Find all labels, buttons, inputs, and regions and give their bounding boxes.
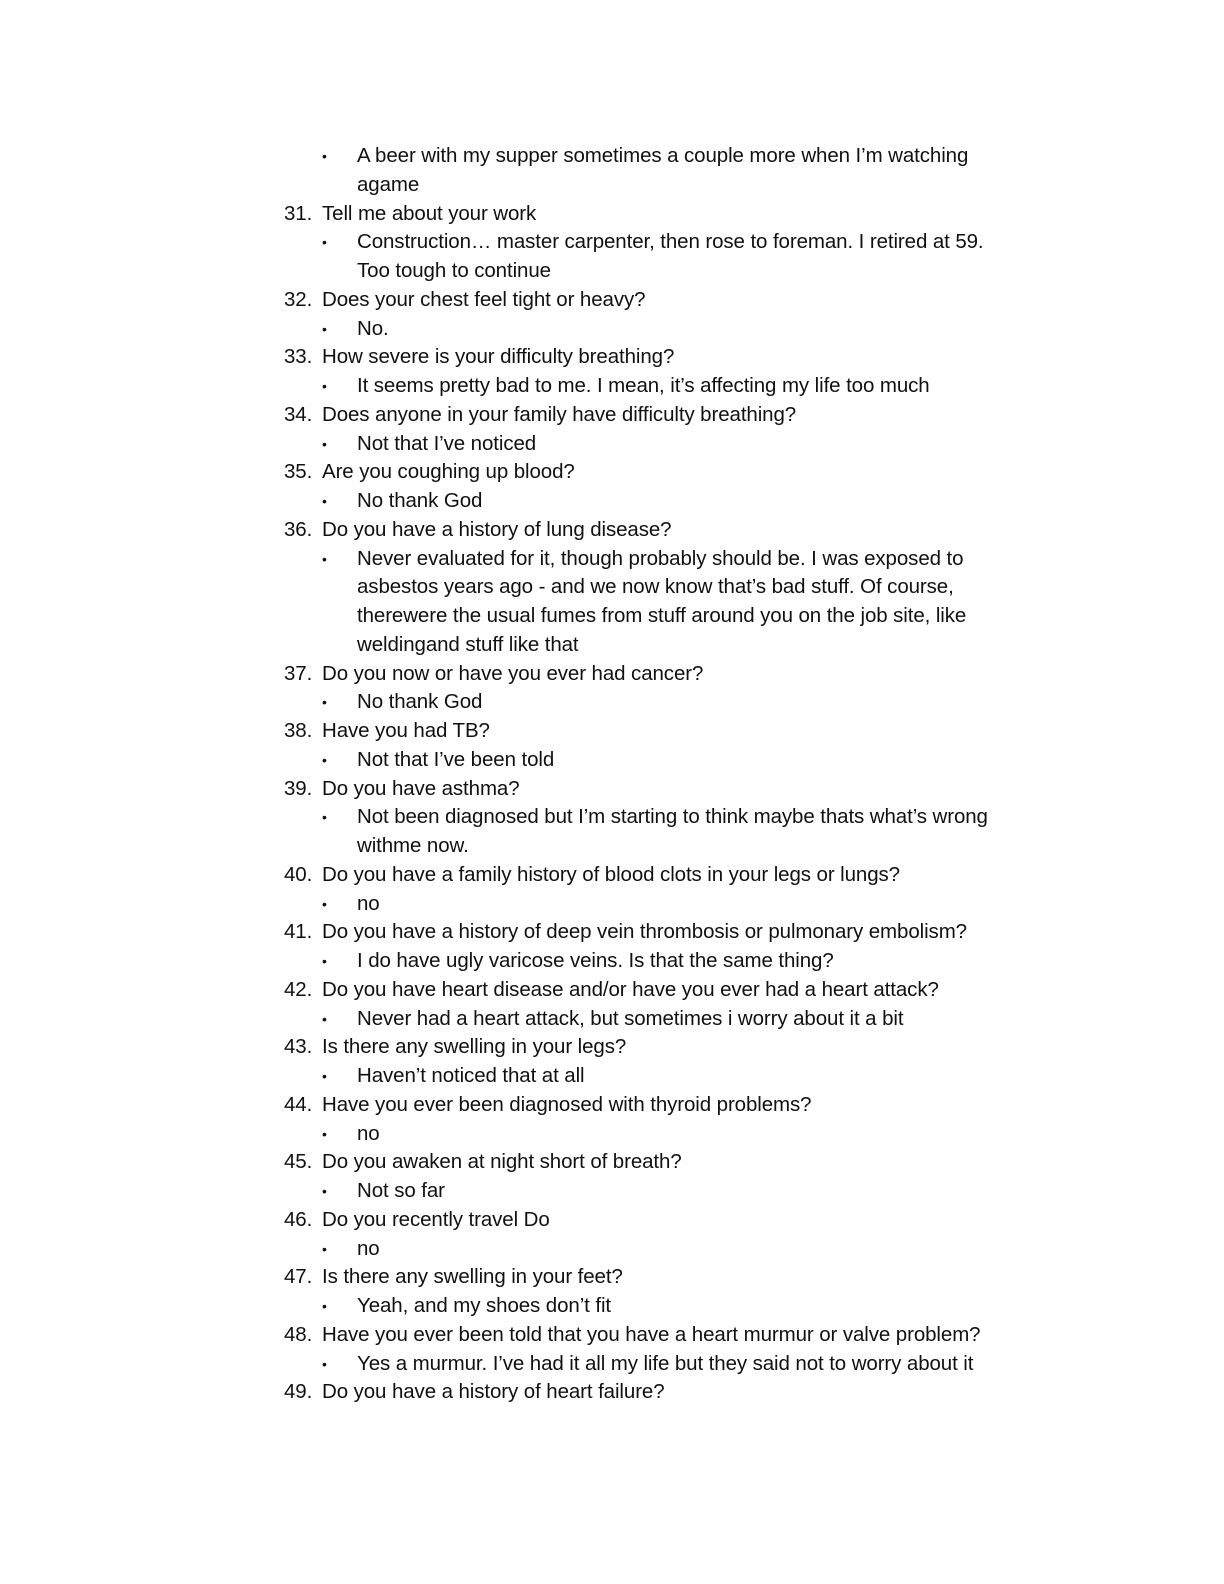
answer-line: agame — [357, 172, 420, 196]
bullet-icon: • — [322, 809, 327, 826]
bullet-icon: • — [322, 953, 327, 969]
bullet-icon: • — [322, 435, 327, 452]
answer-item — [284, 487, 1044, 516]
answer-line: Yes a murmur. I’ve had it all my life but they said not to worry about it — [357, 1351, 974, 1375]
answer-line: Not that I’ve noticed — [357, 431, 537, 455]
question-number: 31. — [284, 201, 313, 225]
answer-line: A beer with my supper sometimes a couple more when I’m watching — [357, 144, 969, 167]
answer-item — [284, 1235, 1044, 1264]
question-text: Do you have asthma? — [322, 776, 520, 800]
question-number: 48. — [284, 1322, 313, 1346]
question-item — [284, 1321, 1044, 1350]
question-number: 49. — [284, 1380, 313, 1404]
question-number: 37. — [284, 661, 313, 685]
answer-line: Never had a heart attack, but sometimes i worry about it a bit — [357, 1006, 904, 1030]
answer-item — [284, 228, 1044, 286]
question-number: 42. — [284, 977, 313, 1001]
question-number: 32. — [284, 287, 313, 311]
question-text: Have you had TB? — [322, 719, 490, 742]
bullet-icon: • — [322, 1183, 327, 1199]
answer-item — [284, 1120, 1044, 1149]
answer-line: No thank God — [357, 489, 483, 512]
answer-line: no — [357, 1121, 380, 1145]
question-number: 39. — [284, 776, 313, 800]
question-item — [284, 1378, 1044, 1407]
question-item — [284, 200, 1044, 229]
question-number: 45. — [284, 1150, 313, 1174]
question-item — [284, 343, 1044, 372]
answer-line: Yeah, and my shoes don’t fit — [357, 1294, 612, 1317]
answer-item — [284, 1350, 1044, 1379]
question-number: 38. — [284, 719, 313, 742]
answer-line: no — [357, 891, 380, 915]
bullet-icon: • — [322, 1068, 327, 1084]
question-text: Does your chest feel tight or heavy? — [322, 287, 646, 311]
answer-item — [284, 1292, 1044, 1321]
answer-line: Not so far — [357, 1179, 445, 1202]
question-item — [284, 775, 1044, 804]
answer-item — [284, 746, 1044, 775]
answer-item — [284, 688, 1044, 717]
question-item — [284, 1263, 1044, 1292]
question-item — [284, 1148, 1044, 1177]
question-text: Tell me about your work — [322, 201, 537, 225]
question-text: Do you have heart disease and/or have you ever had a heart attack? — [322, 977, 939, 1001]
answer-line: No thank God — [357, 690, 483, 714]
answer-item — [284, 545, 1044, 660]
answer-item — [284, 947, 1044, 976]
answer-item — [284, 315, 1044, 344]
answer-item — [284, 1177, 1044, 1206]
bullet-icon: • — [322, 895, 327, 912]
question-text: Is there any swelling in your feet? — [322, 1265, 623, 1289]
question-item — [284, 1091, 1044, 1120]
question-text: Do you have a history of deep vein thrombosis or pulmonary embolism? — [322, 920, 967, 944]
bullet-icon: • — [322, 148, 327, 164]
answer-item — [284, 430, 1044, 459]
question-number: 46. — [284, 1207, 313, 1231]
question-text: How severe is your difficulty breathing? — [322, 345, 675, 369]
question-item — [284, 458, 1044, 487]
bullet-icon: • — [322, 751, 327, 768]
question-text: Do you have a history of heart failure? — [322, 1380, 665, 1404]
question-number: 33. — [284, 345, 313, 369]
bullet-icon: • — [322, 550, 327, 567]
bullet-icon: • — [322, 1298, 327, 1314]
answer-line: Never evaluated for it, though probably should be. I was exposed to — [357, 546, 964, 570]
answer-item — [284, 1005, 1044, 1034]
answer-line: No. — [357, 316, 389, 340]
question-text: Do you have a history of lung disease? — [322, 517, 672, 541]
answer-line: weldingand stuff like that — [357, 632, 579, 656]
answer-line: therewere the usual fumes from stuff around you on the job site, like — [357, 604, 967, 627]
question-answer-list — [284, 142, 1044, 1407]
question-item — [284, 976, 1044, 1005]
question-text: Are you coughing up blood? — [322, 460, 575, 484]
answer-item — [284, 890, 1044, 919]
question-number: 34. — [284, 402, 313, 426]
question-item — [284, 1033, 1044, 1062]
question-number: 47. — [284, 1265, 313, 1289]
intro-answer — [284, 142, 1044, 200]
answer-line: Too tough to continue — [357, 259, 551, 282]
question-text: Do you awaken at night short of breath? — [322, 1150, 682, 1174]
answer-line: asbestos years ago - and we now know that’s bad stuff. Of course, — [357, 575, 954, 599]
answer-item — [284, 803, 1044, 861]
answer-line: no — [357, 1236, 380, 1260]
question-text: Is there any swelling in your legs? — [322, 1035, 627, 1059]
bullet-icon: • — [322, 1010, 327, 1027]
bullet-icon: • — [322, 320, 327, 337]
question-number: 35. — [284, 460, 313, 484]
answer-line: It seems pretty bad to me. I mean, it’s affecting my life too much — [357, 374, 930, 397]
bullet-icon: • — [322, 694, 327, 711]
question-item — [284, 717, 1044, 746]
question-number: 43. — [284, 1035, 313, 1059]
question-number: 44. — [284, 1092, 313, 1116]
answer-item — [284, 372, 1044, 401]
question-number: 40. — [284, 862, 313, 886]
bullet-icon: • — [322, 1355, 327, 1372]
question-item — [284, 286, 1044, 315]
answer-item — [284, 1062, 1044, 1091]
question-item — [284, 861, 1044, 890]
bullet-icon: • — [322, 234, 327, 251]
question-text: Have you ever been told that you have a heart murmur or valve problem? — [322, 1322, 981, 1346]
question-item — [284, 1206, 1044, 1235]
question-text: Do you recently travel Do — [322, 1207, 550, 1231]
question-text: Have you ever been diagnosed with thyroid problems? — [322, 1092, 812, 1116]
question-text: Does anyone in your family have difficulty breathing? — [322, 402, 797, 426]
question-number: 36. — [284, 517, 313, 541]
answer-line: Haven’t noticed that at all — [357, 1064, 585, 1087]
answer-line: Construction… master carpenter, then rose to foreman. I retired at 59. — [357, 230, 984, 254]
question-item — [284, 516, 1044, 545]
question-number: 41. — [284, 920, 313, 944]
question-text: Do you have a family history of blood clots in your legs or lungs? — [322, 862, 900, 886]
question-item — [284, 401, 1044, 430]
answer-line: Not been diagnosed but I’m starting to think maybe thats what’s wrong — [357, 805, 988, 829]
bullet-icon: • — [322, 493, 327, 509]
answer-line: Not that I’ve been told — [357, 747, 555, 771]
question-text: Do you now or have you ever had cancer? — [322, 661, 704, 685]
answer-line: I do have ugly varicose veins. Is that the same thing? — [357, 949, 834, 972]
answer-line: withme now. — [357, 834, 469, 857]
bullet-icon: • — [322, 1240, 327, 1257]
question-item — [284, 918, 1044, 947]
bullet-icon: • — [322, 1125, 327, 1142]
bullet-icon: • — [322, 378, 327, 394]
question-item — [284, 660, 1044, 689]
